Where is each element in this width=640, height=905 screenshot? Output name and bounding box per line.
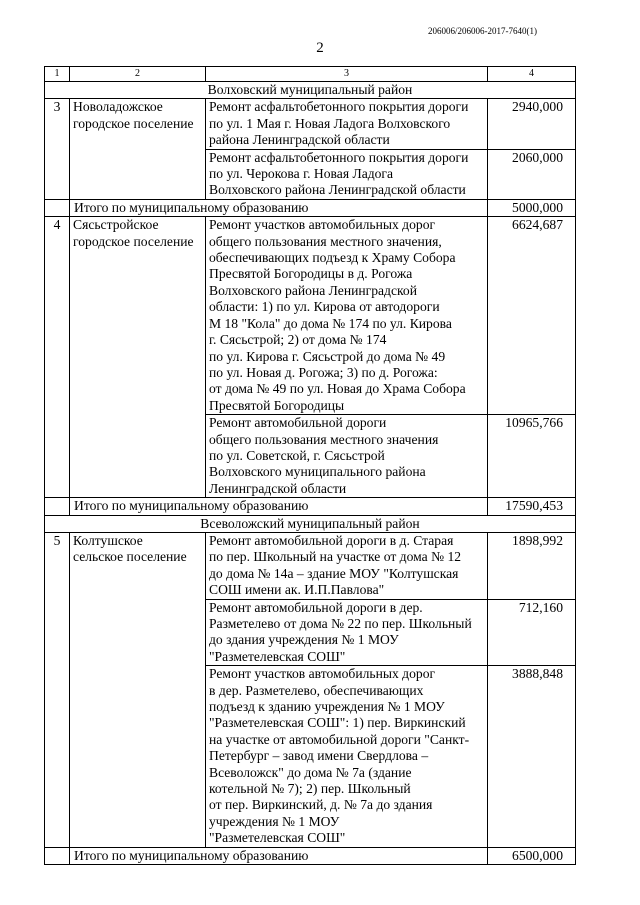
amount: 2060,000 (488, 149, 576, 199)
table-row (45, 217, 576, 415)
column-header-4: 4 (488, 67, 576, 82)
entry-number: 5 (45, 532, 70, 847)
funding-table (44, 66, 576, 865)
subtotal-amount: 6500,000 (488, 847, 576, 864)
amount: 10965,766 (488, 415, 576, 498)
amount: 712,160 (488, 599, 576, 666)
subtotal-spacer (45, 199, 70, 216)
region-title: Волховский муниципальный район (45, 82, 576, 99)
work-description: Ремонт автомобильной дороги в дер. Разметелево от дома № 22 по пер. Школьный до здания учреждения № 1 МОУ "Разметелевская СОШ" (206, 599, 488, 666)
column-header-3: 3 (206, 67, 488, 82)
municipality-name: Сясьстройское городское поселение (70, 217, 206, 498)
subtotal-label: Итого по муниципальному образованию (70, 199, 488, 216)
column-header-1: 1 (45, 67, 70, 82)
entry-number: 3 (45, 99, 70, 199)
subtotal-label: Итого по муниципальному образованию (70, 498, 488, 515)
work-description: Ремонт участков автомобильных дорог общего пользования местного значения, обеспечивающих подъезд к Храму Собора Пресвятой Богородицы в д. Рогожа Волховского района Ленинградской области: 1) по ул. Кирова от автодороги М 18 "Кола" до дома № 174 по ул. Кирова г. Сясьстрой; 2) от дома № 174 по ул. Кирова г. Сясьстрой до дома № 49 по ул. Новая д. Рогожа; 3) по д. Рогожа: от дома № 49 по ул. Новая до Храма Собора Пресвятой Богородицы (206, 217, 488, 415)
amount: 6624,687 (488, 217, 576, 415)
work-description: Ремонт участков автомобильных дорог в дер. Разметелево, обеспечивающих подъезд к зданию учреждения № 1 МОУ "Разметелевская СОШ": 1) пер. Виркинский на участке от автомобильной дороги "Санкт- Петербург – завод имени Свердлова – Всеволожск" до дома № 7а (здание котельной № 7); 2) пер. Школьный от пер. Виркинский, д. № 7а до здания учреждения № 1 МОУ "Разметелевская СОШ" (206, 666, 488, 847)
page-number: 2 (316, 40, 324, 56)
subtotal-spacer (45, 498, 70, 515)
work-description: Ремонт автомобильной дороги в д. Старая по пер. Школьный на участке от дома № 12 до дома № 14а – здание МОУ "Колтушская СОШ имени ак. И.П.Павлова" (206, 532, 488, 599)
table-row (45, 532, 576, 599)
subtotal-row (45, 199, 576, 216)
subtotal-amount: 5000,000 (488, 199, 576, 216)
amount: 1898,992 (488, 532, 576, 599)
amount: 3888,848 (488, 666, 576, 847)
amount: 2940,000 (488, 99, 576, 149)
region-title: Всеволожский муниципальный район (45, 515, 576, 532)
region-row (45, 82, 576, 99)
work-description: Ремонт асфальтобетонного покрытия дороги по ул. 1 Мая г. Новая Ладога Волховского района Ленинградской области (206, 99, 488, 149)
subtotal-spacer (45, 847, 70, 864)
subtotal-row (45, 847, 576, 864)
subtotal-amount: 17590,453 (488, 498, 576, 515)
document-id: 206006/206006-2017-7640(1) (428, 26, 537, 36)
work-description: Ремонт асфальтобетонного покрытия дороги по ул. Черокова г. Новая Ладога Волховского района Ленинградской области (206, 149, 488, 199)
region-row (45, 515, 576, 532)
subtotal-label: Итого по муниципальному образованию (70, 847, 488, 864)
municipality-name: Новоладожское городское поселение (70, 99, 206, 199)
entry-number: 4 (45, 217, 70, 498)
subtotal-row (45, 498, 576, 515)
municipality-name: Колтушское сельское поселение (70, 532, 206, 847)
work-description: Ремонт автомобильной дороги общего пользования местного значения по ул. Советской, г. Сясьстрой Волховского муниципального района Ленинградской области (206, 415, 488, 498)
column-header-row (45, 67, 576, 82)
table-row (45, 99, 576, 149)
column-header-2: 2 (70, 67, 206, 82)
